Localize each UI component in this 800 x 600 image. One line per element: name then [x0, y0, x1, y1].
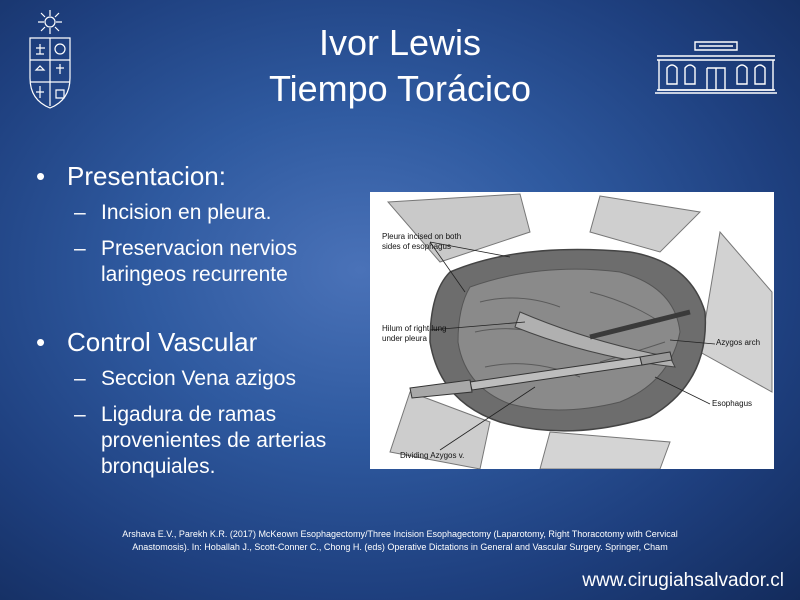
figure-label-hilum: Hilum of right lung under pleura — [382, 324, 447, 343]
website-url: www.cirugiahsalvador.cl — [582, 570, 784, 591]
citation: Arshava E.V., Parekh K.R. (2017) McKeown Esophagectomy/Three Incision Esophagectomy (Laparotomy, Right Thoracotomy with Cervical Anastomosis). In: Hoballah J., Scott-Conner C., Chong H. (eds) Operative Dictations in General and Vascular Surgery. Springer, Cham — [122, 529, 678, 552]
sub-bullet-text: Preservacion nervios laringeos recurrente — [101, 237, 298, 286]
hospital-building-icon — [655, 38, 777, 94]
sub-bullet-text: Incision en pleura. — [101, 201, 272, 224]
bullet-dot: • — [36, 327, 46, 357]
bullet-label: Presentacion: — [67, 161, 226, 191]
figure-label-esophagus: Esophagus — [712, 399, 753, 408]
figure-label-dividing-azygos: Dividing Azygos v. — [400, 451, 465, 460]
slide-title-line2: Tiempo Torácico — [268, 68, 532, 109]
sub-bullet: – Preservacion nervios laringeos recurrente — [74, 236, 376, 288]
university-crest-icon — [26, 8, 74, 110]
bullet-label: Control Vascular — [67, 327, 258, 357]
sub-bullet-text: Ligadura de ramas provenientes de arterias bronquiales. — [101, 403, 327, 478]
surgical-illustration — [370, 192, 774, 469]
slide-title — [150, 20, 650, 112]
bullet-list — [36, 160, 376, 480]
figure-label-pleura: Pleura incised on both sides of esophagus — [382, 232, 462, 251]
figure-label-azygos-arch: Azygos arch — [716, 338, 761, 347]
slide-title-line1: Ivor Lewis — [318, 22, 482, 63]
sub-bullet: – Incision en pleura. — [74, 201, 272, 224]
bullet-presentacion — [36, 160, 376, 192]
bullet-dot: • — [36, 161, 46, 191]
sub-bullet: – Seccion Vena azigos — [74, 367, 296, 390]
sub-bullet: – Ligadura de ramas provenientes de arterias bronquiales. — [74, 402, 376, 480]
sub-bullet-text: Seccion Vena azigos — [101, 367, 296, 390]
bullet-control-vascular — [36, 326, 376, 358]
